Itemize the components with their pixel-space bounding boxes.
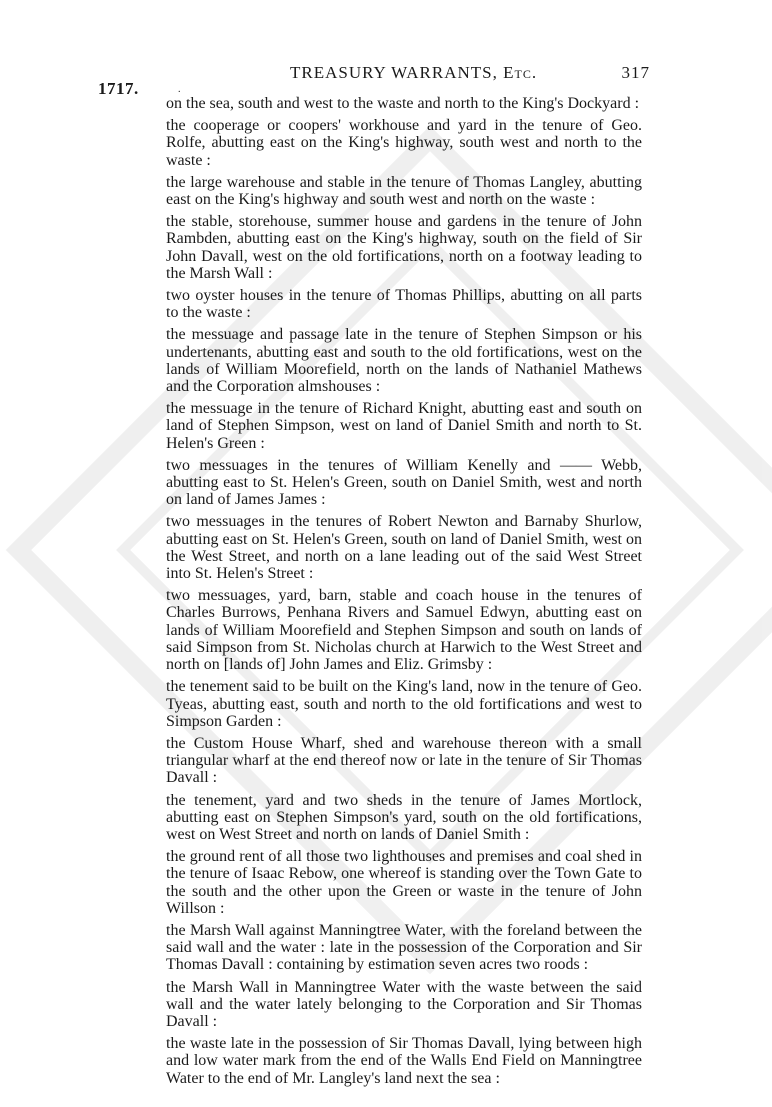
paragraph: the messuage and passage late in the tenure of Stephen Simpson or his undertenants, abutting east and south to the old fortifications, west on the lands of William Moorefield, north on the lands of Nathaniel Mathews and the Corporation almshouses : xyxy=(166,326,642,396)
paragraph: the cooperage or coopers' workhouse and yard in the tenure of Geo. Rolfe, abutting east on the King's highway, south west and north to the waste : xyxy=(166,117,642,169)
body-text xyxy=(166,95,642,1092)
paragraph: the waste late in the possession of Sir Thomas Davall, lying between high and low water mark from the end of the Walls End Field on Manningtree Water to the end of Mr. Langley's land next the sea : xyxy=(166,1035,642,1087)
paragraph: the tenement said to be built on the King's land, now in the tenure of Geo. Tyeas, abutting east, south and north to the old fortifications and west to Simpson Garden : xyxy=(166,678,642,730)
paragraph: two messuages, yard, barn, stable and coach house in the tenures of Charles Burrows, Penhana Rivers and Samuel Edwyn, abutting east on lands of William Moorefield and Stephen Simpson and south on lands of said Simpson from St. Nicholas church at Harwich to the West Street and north on [lands of] John James and Eliz. Grimsby : xyxy=(166,587,642,674)
year-marginal: 1717. xyxy=(98,79,139,98)
stray-mark: . xyxy=(178,84,181,95)
paragraph: two messuages in the tenures of Robert Newton and Barnaby Shurlow, abutting east on St. Helen's Green, south on land of Daniel Smith, west on the West Street, and north on a lane leading out of the said West Street into St. Helen's Street : xyxy=(166,513,642,583)
paragraph: two messuages in the tenures of William Kenelly and —— Webb, abutting east to St. Helen's Green, south on Daniel Smith, west and north on land of James James : xyxy=(166,456,642,509)
paragraph: the Marsh Wall against Manningtree Water, with the foreland between the said wall and the water : late in the possession of the Corporation and Sir Thomas Davall : containing by estimation seven acres two roods : xyxy=(166,921,642,974)
paragraph: on the sea, south and west to the waste and north to the King's Dockyard : xyxy=(166,95,640,112)
paragraph: the Custom House Wharf, shed and warehouse thereon with a small triangular wharf at the end thereof now or late in the tenure of Sir Thomas Davall : xyxy=(166,734,642,787)
paragraph: the tenement, yard and two sheds in the tenure of James Mortlock, abutting east on Stephen Simpson's yard, south on the old fortifications, west on West Street and north on lands of Daniel Smith : xyxy=(166,791,642,843)
paragraph: the large warehouse and stable in the tenure of Thomas Langley, abutting east on the King's highway and south west and north on the waste : xyxy=(166,173,642,209)
paragraph: the stable, storehouse, summer house and gardens in the tenure of John Rambden, abutting east on the King's highway, south on the field of Sir John Davall, west on the old fortifications, north on a footway leading to the Marsh Wall : xyxy=(166,213,642,282)
paragraph: two oyster houses in the tenure of Thomas Phillips, abutting on all parts to the waste : xyxy=(166,287,642,322)
page-number: 317 xyxy=(621,63,650,82)
paragraph: the messuage in the tenure of Richard Knight, abutting east and south on land of Stephen Simpson, west on land of Daniel Smith and north to St. Helen's Green : xyxy=(166,400,642,452)
running-header xyxy=(290,63,650,83)
paragraph: the Marsh Wall in Manningtree Water with the waste between the said wall and the water lately belonging to the Corporation and Sir Thomas Davall : xyxy=(166,978,642,1030)
paragraph: the ground rent of all those two lighthouses and premises and coal shed in the tenure of Isaac Rebow, one whereof is standing over the Town Gate to the south and the other upon the Green or waste in the tenure of John Willson : xyxy=(166,848,642,917)
running-title: TREASURY WARRANTS, Etc. xyxy=(290,63,538,82)
